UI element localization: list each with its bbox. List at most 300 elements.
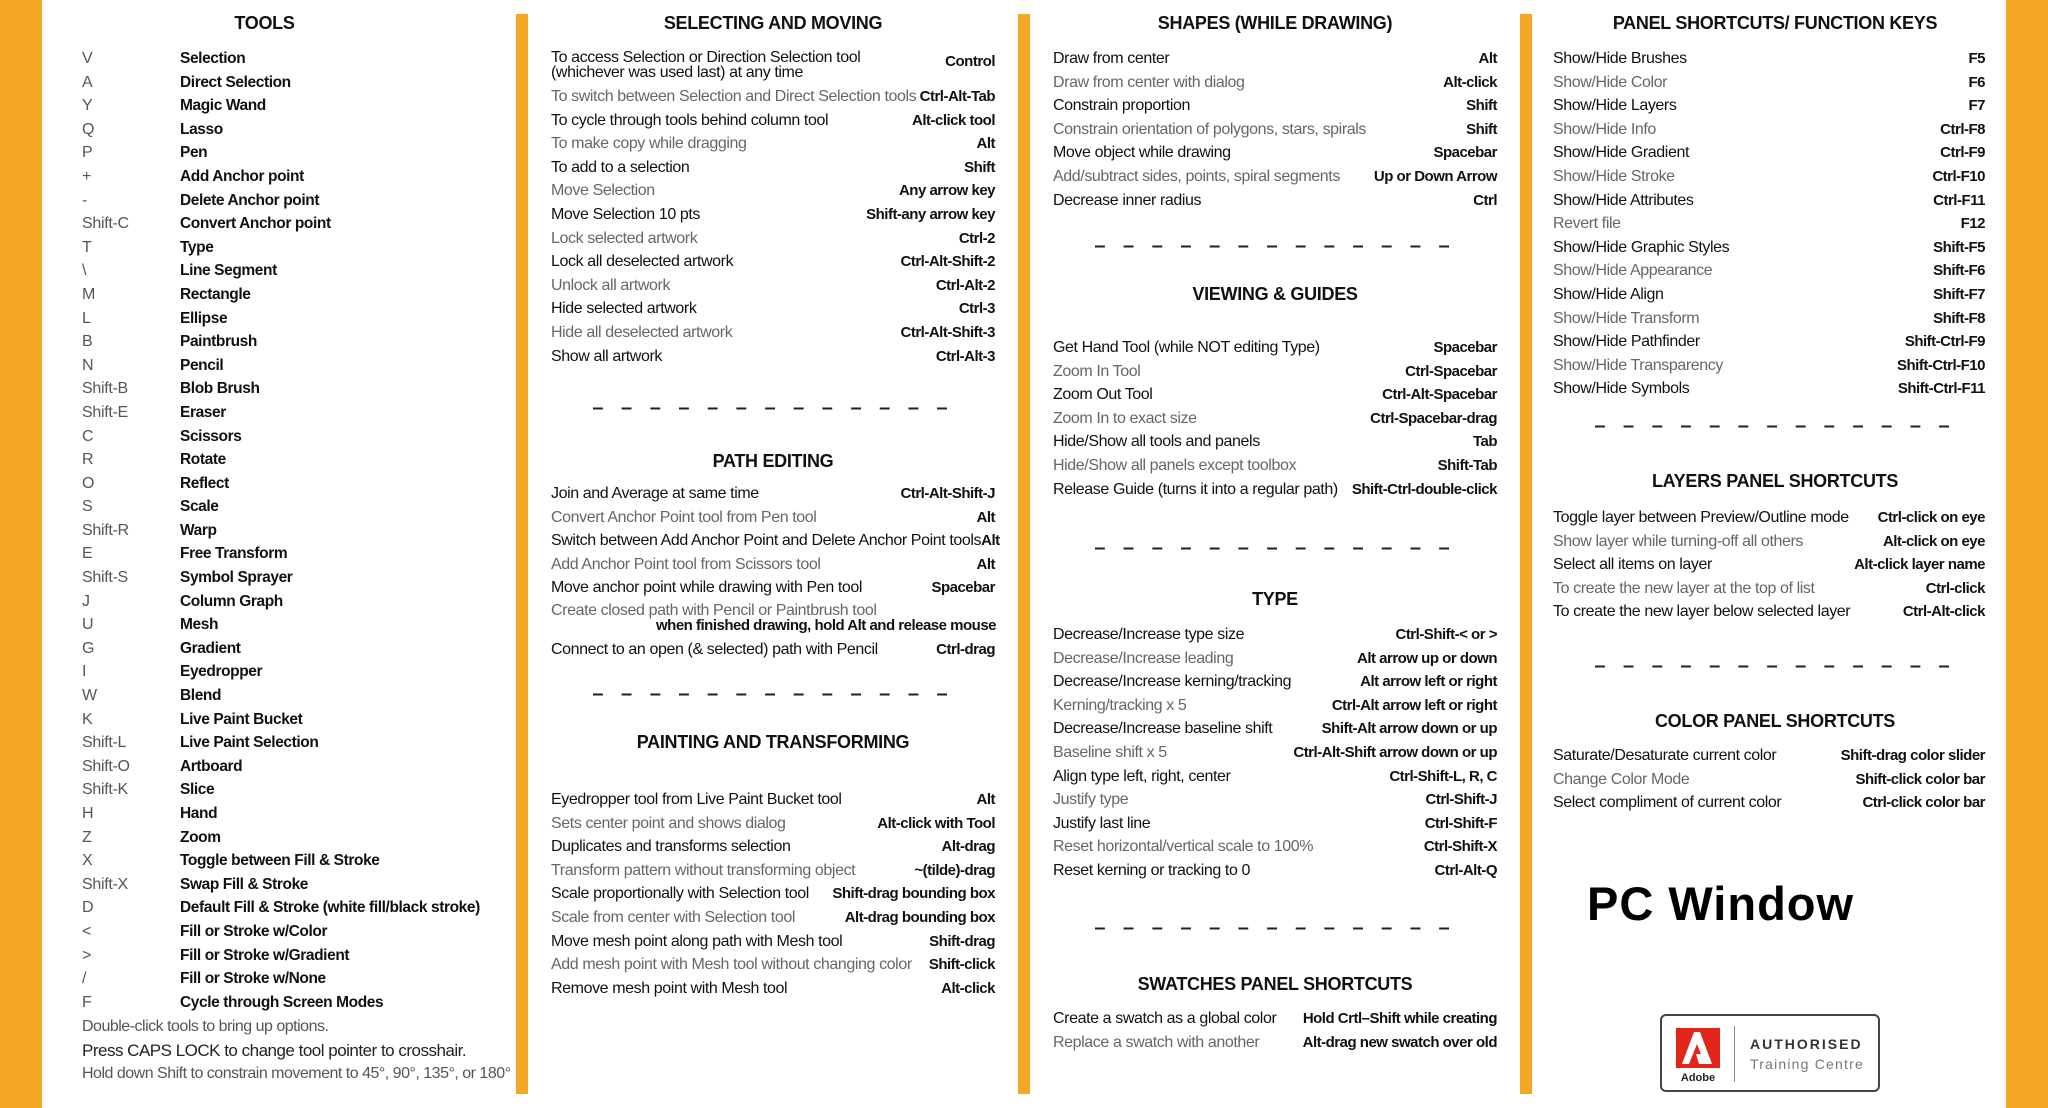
shortcut-key: Alt arrow left or right bbox=[1360, 673, 1497, 691]
shortcut-row bbox=[551, 47, 995, 85]
shortcut-row bbox=[551, 977, 995, 1001]
shortcut-row bbox=[1053, 360, 1497, 384]
shortcut-description: Constrain proportion bbox=[1053, 97, 1190, 115]
shortcut-key: Shift-drag color slider bbox=[1840, 747, 1985, 764]
tool-name: Delete Anchor point bbox=[180, 191, 320, 209]
painting-heading: PAINTING AND TRANSFORMING bbox=[636, 732, 910, 752]
shortcut-key: Ctrl-Alt-Shift-3 bbox=[900, 323, 995, 341]
tool-row bbox=[82, 637, 480, 661]
tool-name: Lasso bbox=[180, 120, 223, 138]
section-separator: – – – – – – – – – – – – – bbox=[1594, 415, 1956, 437]
tool-name: Selection bbox=[180, 50, 246, 67]
shortcut-key: Ctrl-Shift-L, R, C bbox=[1389, 767, 1497, 785]
tool-key: N bbox=[82, 356, 94, 374]
tools-list bbox=[82, 47, 480, 1014]
shortcut-key: Ctrl bbox=[1473, 191, 1497, 209]
shortcut-key: Shift bbox=[1466, 97, 1497, 115]
tool-row bbox=[82, 141, 480, 165]
shortcut-description: Scale proportionally with Selection tool bbox=[551, 885, 809, 903]
shortcut-description: Decrease/Increase type size bbox=[1053, 626, 1245, 643]
shortcut-key: Ctrl-Shift-X bbox=[1423, 838, 1497, 856]
shortcut-key: Ctrl-Alt-Tab bbox=[919, 88, 995, 105]
shortcut-description: Show all artwork bbox=[551, 347, 662, 365]
shortcut-row bbox=[1553, 354, 1985, 378]
shortcut-row bbox=[1553, 791, 1985, 815]
shortcut-description: Switch between Add Anchor Point and Delete Anchor Point tools bbox=[551, 532, 982, 550]
shortcut-key: Ctrl-Shift-J bbox=[1425, 791, 1497, 809]
tool-key: Shift-O bbox=[82, 757, 130, 775]
tool-key: P bbox=[82, 144, 93, 162]
tool-name: Ellipse bbox=[180, 309, 228, 327]
shortcut-key: Alt bbox=[1478, 50, 1497, 67]
shortcut-description: Add mesh point with Mesh tool without changing color bbox=[551, 956, 912, 974]
shortcut-description: Show/Hide Gradient bbox=[1553, 144, 1689, 162]
shortcut-description: Select compliment of current color bbox=[1553, 794, 1782, 812]
shortcut-description: Show layer while turning-off all others bbox=[1553, 532, 1804, 550]
shortcut-description: Select all items on layer bbox=[1553, 556, 1712, 574]
shortcut-row bbox=[1053, 694, 1497, 718]
shortcut-key: Alt bbox=[981, 532, 1000, 550]
shortcut-description: Show/Hide Info bbox=[1553, 120, 1656, 138]
tool-name: Live Paint Selection bbox=[180, 734, 319, 752]
tool-name: Blob Brush bbox=[180, 380, 260, 398]
tool-row bbox=[82, 425, 480, 449]
tool-key: L bbox=[82, 309, 91, 327]
layers-heading: LAYERS PANEL SHORTCUTS bbox=[1651, 471, 1899, 491]
shortcut-description: Show/Hide Appearance bbox=[1553, 262, 1713, 280]
shortcut-key: Shift bbox=[1466, 120, 1497, 138]
tool-name: Type bbox=[180, 238, 214, 256]
shortcut-description: Add/subtract sides, points, spiral segments bbox=[1053, 167, 1340, 185]
tool-name: Convert Anchor point bbox=[180, 215, 331, 233]
shortcut-key: Ctrl-2 bbox=[958, 229, 995, 247]
tool-key: Y bbox=[82, 97, 93, 115]
section-separator: – – – – – – – – – – – – – bbox=[1094, 537, 1456, 559]
shortcut-description: Scale from center with Selection tool bbox=[551, 908, 795, 926]
shortcut-description: To cycle through tools behind column tool bbox=[551, 111, 829, 129]
tool-row bbox=[82, 590, 480, 614]
tool-row bbox=[82, 873, 480, 897]
shortcut-key: Alt-click bbox=[1443, 73, 1497, 91]
shortcut-key: ~(tilde)-drag bbox=[914, 861, 995, 879]
viewing-heading: VIEWING & GUIDES bbox=[1192, 284, 1358, 304]
tool-row bbox=[82, 472, 480, 496]
adobe-training-badge bbox=[1660, 1014, 1880, 1092]
shortcut-row bbox=[551, 553, 995, 577]
panels-column bbox=[1553, 0, 1985, 1108]
shortcut-key: Shift-F8 bbox=[1933, 309, 1985, 327]
shortcut-description: To add to a selection bbox=[551, 158, 690, 176]
shortcut-row bbox=[551, 321, 995, 345]
shortcut-row bbox=[551, 85, 995, 109]
tool-key: I bbox=[82, 663, 87, 681]
shortcut-key: Alt-drag new swatch over old bbox=[1302, 1033, 1497, 1051]
tool-row bbox=[82, 401, 480, 425]
tool-name: Toggle between Fill & Stroke bbox=[180, 852, 380, 870]
tool-name: Eyedropper bbox=[180, 663, 263, 681]
tool-name: Add Anchor point bbox=[180, 167, 304, 185]
tool-key: A bbox=[82, 73, 93, 91]
column-divider bbox=[1520, 14, 1532, 1094]
shortcut-description: Move Selection bbox=[551, 182, 655, 200]
shortcut-key: Alt-drag bounding box bbox=[844, 908, 995, 926]
pc-window-title: PC Window bbox=[1587, 877, 1855, 930]
tool-row bbox=[82, 283, 480, 307]
tool-name: Hand bbox=[180, 805, 218, 822]
shortcut-key: Control bbox=[945, 53, 995, 70]
tool-key: W bbox=[82, 687, 97, 705]
tool-key: U bbox=[82, 616, 94, 634]
tool-row bbox=[82, 354, 480, 378]
tool-row bbox=[82, 94, 480, 118]
tool-name: Fill or Stroke w/Color bbox=[180, 922, 328, 940]
section-separator: – – – – – – – – – – – – – bbox=[592, 683, 954, 705]
shortcut-description: Show/Hide Symbols bbox=[1553, 380, 1690, 398]
shortcut-row bbox=[551, 600, 995, 638]
tool-row bbox=[82, 778, 480, 802]
tool-key: H bbox=[82, 805, 94, 822]
tools-heading: TOOLS bbox=[234, 13, 295, 33]
shortcut-row bbox=[1053, 1007, 1497, 1031]
tool-name: Rectangle bbox=[180, 285, 251, 303]
shortcut-key: F7 bbox=[1968, 97, 1985, 115]
tool-key: X bbox=[82, 852, 93, 870]
shortcut-key: Alt bbox=[976, 791, 995, 808]
shortcut-description: Show/Hide Stroke bbox=[1553, 167, 1675, 185]
tools-column bbox=[82, 0, 511, 1108]
tool-row bbox=[82, 519, 480, 543]
shortcut-description: Remove mesh point with Mesh tool bbox=[551, 979, 788, 997]
tool-row bbox=[82, 236, 480, 260]
tool-key: E bbox=[82, 545, 93, 563]
shortcut-description: To create the new layer below selected layer bbox=[1553, 603, 1851, 621]
shortcut-row bbox=[1053, 94, 1497, 118]
shortcut-description: Move anchor point while drawing with Pen tool bbox=[551, 579, 863, 597]
shortcut-description: Align type left, right, center bbox=[1053, 767, 1231, 785]
shortcut-description: Draw from center with dialog bbox=[1053, 73, 1245, 91]
tool-key: Shift-S bbox=[82, 569, 128, 587]
tool-key: O bbox=[82, 474, 95, 492]
shortcut-row bbox=[551, 529, 1000, 553]
path-list bbox=[551, 482, 1000, 662]
tool-name: Default Fill & Stroke (white fill/black stroke) bbox=[180, 899, 480, 917]
shortcut-description: Show/Hide Align bbox=[1553, 285, 1664, 303]
shortcut-description-continued: when finished drawing, hold Alt and release mouse bbox=[656, 616, 997, 634]
shortcut-row bbox=[1053, 788, 1497, 812]
shortcut-description: Zoom Out Tool bbox=[1053, 386, 1153, 404]
shortcut-description: Revert file bbox=[1553, 215, 1621, 233]
shortcut-description: Lock selected artwork bbox=[551, 229, 698, 247]
tool-name: Paintbrush bbox=[180, 333, 257, 351]
shortcut-description: Unlock all artwork bbox=[551, 276, 671, 294]
tool-name: Eraser bbox=[180, 403, 226, 421]
shortcut-description: Show/Hide Layers bbox=[1553, 97, 1677, 115]
tool-name: Gradient bbox=[180, 639, 241, 657]
shortcut-row bbox=[1053, 336, 1497, 360]
shortcut-row bbox=[551, 179, 995, 203]
type-list bbox=[1053, 623, 1497, 883]
tool-row bbox=[82, 944, 480, 968]
tool-row bbox=[82, 47, 480, 71]
shortcut-row bbox=[551, 274, 995, 298]
shortcut-key: Ctrl-Spacebar-drag bbox=[1370, 409, 1497, 427]
shortcut-description: Release Guide (turns it into a regular path) bbox=[1053, 480, 1338, 498]
shortcut-key: Alt-drag bbox=[941, 838, 995, 856]
tool-name: Scissors bbox=[180, 427, 242, 445]
tool-key: V bbox=[82, 50, 93, 67]
shortcut-key: Ctrl-Alt-Spacebar bbox=[1382, 386, 1497, 404]
shortcut-row bbox=[1553, 141, 1985, 165]
shortcut-description: Create closed path with Pencil or Paintbrush tool bbox=[551, 601, 877, 619]
shortcut-row bbox=[1553, 506, 1985, 530]
tool-row bbox=[82, 802, 480, 826]
shortcut-description: To create the new layer at the top of list bbox=[1553, 579, 1815, 597]
shortcut-description: Move mesh point along path with Mesh tool bbox=[551, 932, 843, 950]
shortcut-key: Spacebar bbox=[1433, 339, 1497, 356]
shortcut-key: Shift-any arrow key bbox=[866, 205, 995, 223]
shortcut-description: Convert Anchor Point tool from Pen tool bbox=[551, 508, 817, 526]
tool-key: K bbox=[82, 710, 93, 728]
tool-name: Live Paint Bucket bbox=[180, 710, 303, 728]
shortcut-key: Ctrl-Alt-click bbox=[1902, 603, 1985, 621]
tool-name: Symbol Sprayer bbox=[180, 569, 293, 587]
shortcut-row bbox=[551, 109, 995, 133]
tool-key: D bbox=[82, 899, 94, 917]
shortcut-description: Zoom In to exact size bbox=[1053, 409, 1197, 427]
tool-key: F bbox=[82, 993, 92, 1011]
shortcut-row bbox=[1553, 118, 1985, 142]
shortcut-key: Ctrl-3 bbox=[958, 300, 995, 318]
shortcut-key: F5 bbox=[1968, 50, 1985, 67]
shortcut-row bbox=[551, 227, 995, 251]
shortcut-row bbox=[551, 576, 995, 600]
shapes-column bbox=[1053, 0, 1497, 1108]
shortcut-description: Decrease/Increase kerning/tracking bbox=[1053, 673, 1292, 691]
shortcut-key: Ctrl-drag bbox=[936, 640, 995, 658]
tool-name: Mesh bbox=[180, 616, 219, 634]
tool-key: \ bbox=[82, 262, 87, 280]
shortcut-row bbox=[1053, 454, 1497, 478]
shortcut-description: Eyedropper tool from Live Paint Bucket tool bbox=[551, 791, 842, 808]
shortcut-row bbox=[1053, 670, 1497, 694]
shortcut-key: F6 bbox=[1968, 73, 1985, 91]
shortcut-description: Lock all deselected artwork bbox=[551, 253, 734, 271]
shortcut-key: Ctrl-F8 bbox=[1940, 120, 1985, 138]
shortcut-key: Ctrl-click bbox=[1925, 579, 1985, 597]
shortcut-key: Shift-F6 bbox=[1933, 262, 1985, 280]
tool-row bbox=[82, 708, 480, 732]
shortcut-row bbox=[1553, 600, 1985, 624]
shortcut-row bbox=[1053, 812, 1497, 836]
shortcut-description: Show/Hide Brushes bbox=[1553, 50, 1687, 67]
tool-row bbox=[82, 920, 480, 944]
shortcut-key: Alt-click on eye bbox=[1882, 532, 1985, 550]
shortcut-key: Shift bbox=[964, 158, 995, 176]
shortcut-key: Shift-Tab bbox=[1437, 456, 1497, 474]
tool-key: G bbox=[82, 639, 95, 657]
tool-key: Z bbox=[82, 828, 92, 846]
shortcut-description: Decrease/Increase baseline shift bbox=[1053, 720, 1273, 738]
shortcut-description: Hide all deselected artwork bbox=[551, 323, 733, 341]
tool-key: B bbox=[82, 333, 93, 351]
shortcut-row bbox=[1053, 383, 1497, 407]
shortcut-row bbox=[1053, 71, 1497, 95]
tool-key: + bbox=[82, 167, 92, 185]
selecting-heading: SELECTING AND MOVING bbox=[663, 13, 883, 33]
tool-key: T bbox=[82, 238, 92, 256]
tool-key: Shift-C bbox=[82, 215, 129, 233]
shortcut-row bbox=[551, 788, 995, 812]
shortcut-key: Spacebar bbox=[1433, 144, 1497, 162]
shortcut-key: Tab bbox=[1472, 433, 1497, 451]
shortcut-row bbox=[1053, 478, 1497, 502]
shortcut-description: Show/Hide Graphic Styles bbox=[1553, 238, 1730, 256]
shortcut-row bbox=[1553, 768, 1985, 792]
selecting-column bbox=[551, 0, 1000, 1108]
tools-note: Hold down Shift to constrain movement to 45°, 90°, 135°, or 180° bbox=[82, 1065, 511, 1082]
shortcut-key: Hold Crtl–Shift while creating bbox=[1302, 1010, 1497, 1027]
shortcut-description: Hide selected artwork bbox=[551, 300, 697, 318]
shortcut-row bbox=[1553, 377, 1985, 401]
shortcut-row bbox=[551, 638, 995, 662]
tool-row bbox=[82, 731, 480, 755]
shortcut-row bbox=[1053, 741, 1497, 765]
shortcut-row bbox=[551, 345, 995, 369]
shortcut-key: Shift-drag bounding box bbox=[832, 885, 995, 903]
shortcut-description: Reset horizontal/vertical scale to 100% bbox=[1053, 838, 1314, 856]
shortcut-key: Ctrl-Alt-3 bbox=[935, 347, 995, 365]
tool-key: Q bbox=[82, 120, 95, 138]
shortcut-key: Ctrl-click color bar bbox=[1862, 794, 1985, 812]
shapes-list bbox=[1053, 47, 1497, 212]
shortcut-key: Alt-click bbox=[941, 979, 995, 997]
tool-key: / bbox=[82, 970, 87, 988]
shortcut-row bbox=[1553, 577, 1985, 601]
layers-list bbox=[1553, 506, 1985, 624]
tool-key: Shift-E bbox=[82, 403, 128, 421]
shortcut-key: Ctrl-Alt-Q bbox=[1434, 861, 1497, 879]
shortcut-row bbox=[1053, 118, 1497, 142]
tool-name: Artboard bbox=[180, 757, 243, 775]
tool-name: Free Transform bbox=[180, 545, 288, 563]
shortcut-description: Zoom In Tool bbox=[1053, 362, 1141, 380]
shortcut-description: Replace a swatch with another bbox=[1053, 1033, 1260, 1051]
shortcut-description: Join and Average at same time bbox=[551, 485, 759, 502]
painting-list bbox=[551, 788, 995, 1000]
shortcut-description: Hide/Show all panels except toolbox bbox=[1053, 456, 1297, 474]
shortcut-key: Ctrl-F9 bbox=[1940, 144, 1985, 162]
shortcut-key: Ctrl-Spacebar bbox=[1405, 362, 1497, 380]
tool-row bbox=[82, 849, 480, 873]
color-list bbox=[1553, 744, 1985, 815]
tool-key: Shift-L bbox=[82, 734, 127, 752]
tool-name: Swap Fill & Stroke bbox=[180, 875, 309, 893]
shortcut-row bbox=[1553, 259, 1985, 283]
tool-row bbox=[82, 826, 480, 850]
shortcut-key: Shift-F5 bbox=[1933, 238, 1985, 256]
tool-row bbox=[82, 755, 480, 779]
tool-key: R bbox=[82, 451, 94, 469]
tool-row bbox=[82, 684, 480, 708]
tool-name: Rotate bbox=[180, 451, 226, 469]
shapes-heading: SHAPES (WHILE DRAWING) bbox=[1157, 13, 1393, 33]
shortcut-row bbox=[1553, 212, 1985, 236]
shortcut-key: Shift-Alt arrow down or up bbox=[1321, 720, 1497, 738]
section-separator: – – – – – – – – – – – – – bbox=[1594, 655, 1956, 677]
shortcut-row bbox=[1553, 744, 1985, 768]
tool-row bbox=[82, 967, 480, 991]
section-separator: – – – – – – – – – – – – – bbox=[1094, 235, 1456, 257]
shortcut-description: Decrease inner radius bbox=[1053, 191, 1202, 209]
shortcut-row bbox=[1053, 765, 1497, 789]
tool-name: Slice bbox=[180, 781, 215, 799]
tool-key: > bbox=[82, 946, 92, 964]
shortcut-description: Justify type bbox=[1053, 791, 1129, 809]
shortcut-description: Sets center point and shows dialog bbox=[551, 814, 786, 832]
tool-row bbox=[82, 896, 480, 920]
tool-name: Line Segment bbox=[180, 262, 277, 280]
shortcut-row bbox=[551, 250, 995, 274]
shortcut-key: Shift-Ctrl-F11 bbox=[1897, 380, 1985, 398]
shortcut-key: Alt-click with Tool bbox=[877, 814, 995, 832]
shortcut-row bbox=[1553, 71, 1985, 95]
shortcut-key: Shift-Ctrl-double-click bbox=[1351, 480, 1497, 498]
shortcut-key: Shift-click bbox=[928, 956, 995, 974]
tool-row bbox=[82, 660, 480, 684]
tool-name: Fill or Stroke w/None bbox=[180, 970, 326, 988]
tool-name: Column Graph bbox=[180, 592, 283, 610]
shortcut-description: Show/Hide Color bbox=[1553, 73, 1668, 91]
tools-note: Double-click tools to bring up options. bbox=[82, 1018, 329, 1035]
badge-divider bbox=[1734, 1026, 1735, 1082]
tool-key: Shift-B bbox=[82, 380, 128, 398]
shortcut-key: Ctrl-click on eye bbox=[1877, 509, 1985, 526]
shortcut-description: Hide/Show all tools and panels bbox=[1053, 433, 1260, 451]
shortcut-row bbox=[551, 859, 995, 883]
adobe-brand-text: Adobe bbox=[1680, 1072, 1716, 1084]
shortcut-key: Ctrl-Alt-2 bbox=[935, 276, 995, 294]
tool-row bbox=[82, 307, 480, 331]
tool-key: < bbox=[82, 922, 92, 940]
shortcut-row bbox=[1053, 141, 1497, 165]
shortcut-row bbox=[1553, 165, 1985, 189]
tool-name: Pencil bbox=[180, 356, 224, 374]
adobe-logo-icon bbox=[1672, 1024, 1724, 1084]
tool-key: Shift-R bbox=[82, 521, 129, 539]
tool-name: Warp bbox=[180, 521, 217, 539]
viewing-list bbox=[1053, 336, 1497, 501]
tool-row bbox=[82, 542, 480, 566]
shortcut-row bbox=[1553, 189, 1985, 213]
tool-key: S bbox=[82, 498, 93, 516]
section-separator: – – – – – – – – – – – – – bbox=[592, 397, 954, 419]
shortcut-key: Ctrl-F11 bbox=[1933, 191, 1985, 209]
shortcut-key: Ctrl-Shift-F bbox=[1424, 814, 1497, 832]
shortcut-row bbox=[1553, 530, 1985, 554]
shortcut-description: Reset kerning or tracking to 0 bbox=[1053, 861, 1250, 879]
shortcut-key: Alt-click layer name bbox=[1854, 556, 1985, 574]
shortcut-row bbox=[1053, 647, 1497, 671]
shortcut-row bbox=[1053, 717, 1497, 741]
shortcut-row bbox=[551, 156, 995, 180]
path-heading: PATH EDITING bbox=[712, 451, 834, 471]
shortcut-key: Shift-F7 bbox=[1933, 285, 1985, 303]
swatches-list bbox=[1053, 1007, 1497, 1054]
shortcut-description: To make copy while dragging bbox=[551, 135, 747, 153]
shortcut-key: Spacebar bbox=[931, 579, 995, 597]
shortcut-row bbox=[551, 812, 995, 836]
shortcut-key: Shift-Ctrl-F9 bbox=[1904, 333, 1985, 351]
